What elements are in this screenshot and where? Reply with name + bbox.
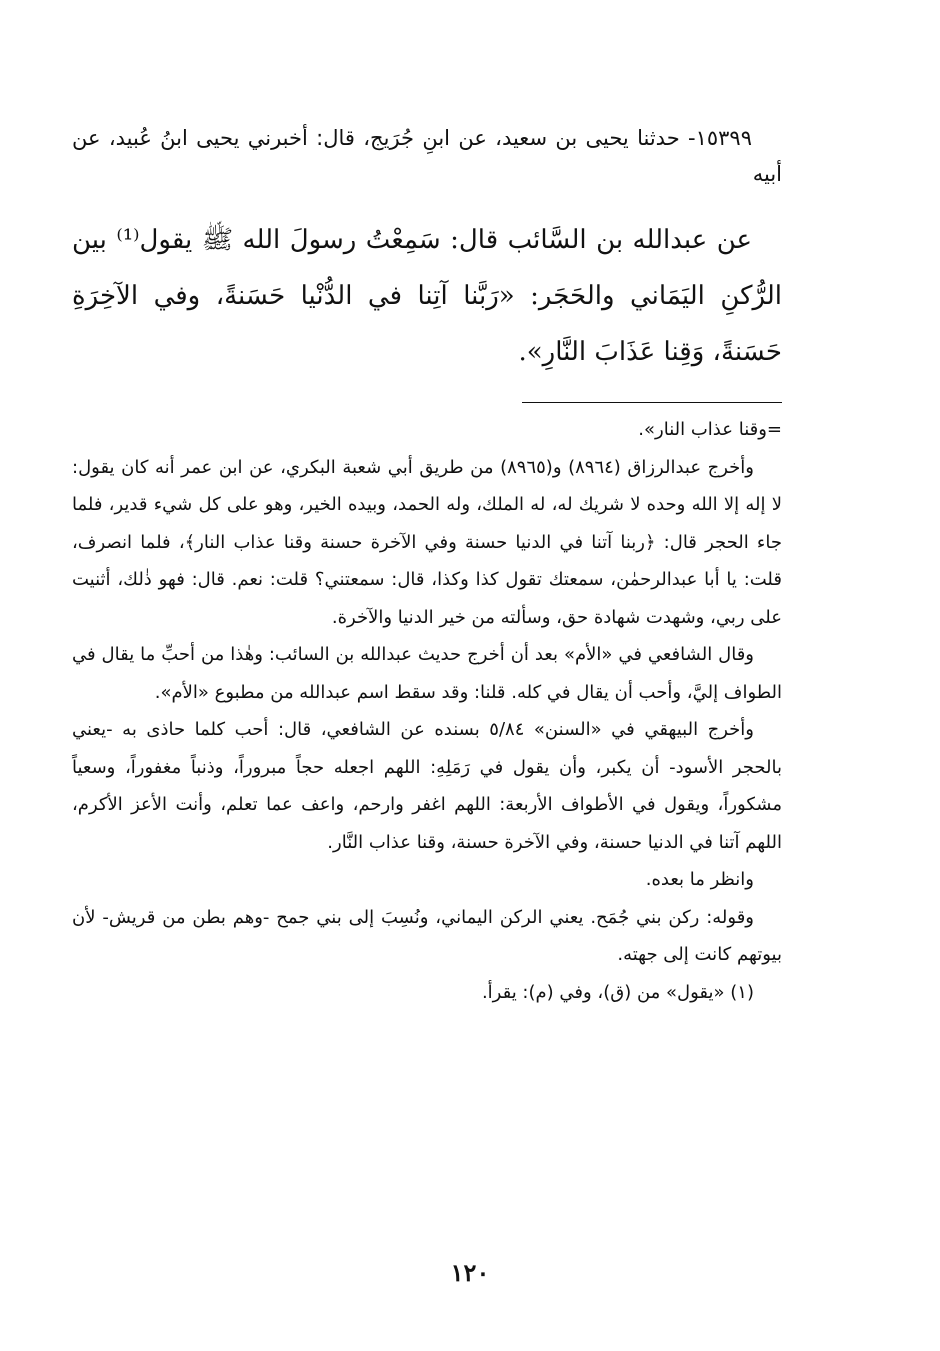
note-paragraph: وقال الشافعي في «الأم» بعد أن أخرج حديث عبدالله بن السائب: وهٰذا من أحبِّ ما يقال في الطواف إليَّ، وأحب أن يقال في كله. قلنا: وقد سقط اسم عبدالله من مطبوع «الأم». xyxy=(72,644,782,703)
note-paragraph: وانظر ما بعده. xyxy=(645,869,754,890)
note-paragraph: وأخرج البيهقي في «السنن» ٥/٨٤ بسنده عن الشافعي، قال: أحب كلما حاذى به -يعني بالحجر الأسود- أن يكبر، وأن يقول في رَمَلِهِ: اللهم اجعله حجاً مبروراً، وذنباً مغفوراً، وسعياً مشكوراً، ويقول في الأطواف الأربعة: اللهم اغفر وارحم، واعف عما تعلم، وأنت الأعز الأكرم، اللهم آتنا في الدنيا حسنة، وفي الآخرة حسنة، وقنا عذاب النَّار. xyxy=(72,719,782,853)
page-number: ١٢٠ xyxy=(450,1258,490,1287)
note-paragraph: وأخرج عبدالرزاق (٨٩٦٤) و(٨٩٦٥) من طريق أبي شعبة البكري، عن ابن عمر أنه كان يقول: لا إله إلا الله وحده لا شريك له، له الملك، وله الحمد، وبيده الخير، وهو على كل شيء قدير، فلما جاء الحجر قال: ﴿ربنا آتنا في الدنيا حسنة وفي الآخرة حسنة وقنا عذاب النار﴾، فلما انصرف، قلت: يا أبا عبدالرحمٰن، سمعتك تقول كذا وكذا، قال: سمعتني؟ قلت: نعم. قال: فهو ذٰلك، أثنيت على ربي، وشهدت شهادة حق، وسألته من خير الدنيا والآخرة. xyxy=(72,456,782,628)
hadith-matn: عن عبدالله بن السَّائب قال: سَمِعْتُ رسولَ الله ﷺ يقول⁽¹⁾ بين الرُّكنِ اليَمَاني والحَجَر: «رَبَّنا آتِنا في الدُّنْيا حَسَنةً، وفي الآخِرَةِ حَسَنةً، وَقِنا عَذَابَ النَّارِ». xyxy=(72,225,782,367)
note-paragraph: وقوله: ركن بني جُمَح. يعني الركن اليماني، ونُسِبَ إلى بني جمح -وهم بطن من قريش- لأن بيوتهم كانت إلى جهته. xyxy=(72,906,782,965)
footnote: (١) «يقول» من (ق)، وفي (م): يقرأ. xyxy=(481,981,754,1003)
hadith-isnad: ١٥٣٩٩- حدثنا يحيى بن سعيد، عن ابنِ جُرَيج، قال: أخبرني يحيى ابنُ عُبيد، عن أبيه xyxy=(72,126,782,186)
page-body xyxy=(72,120,782,1011)
footnote-divider xyxy=(522,402,782,403)
commentary-notes xyxy=(72,411,782,1011)
note-paragraph: =وقنا عذاب النار». xyxy=(638,419,782,440)
